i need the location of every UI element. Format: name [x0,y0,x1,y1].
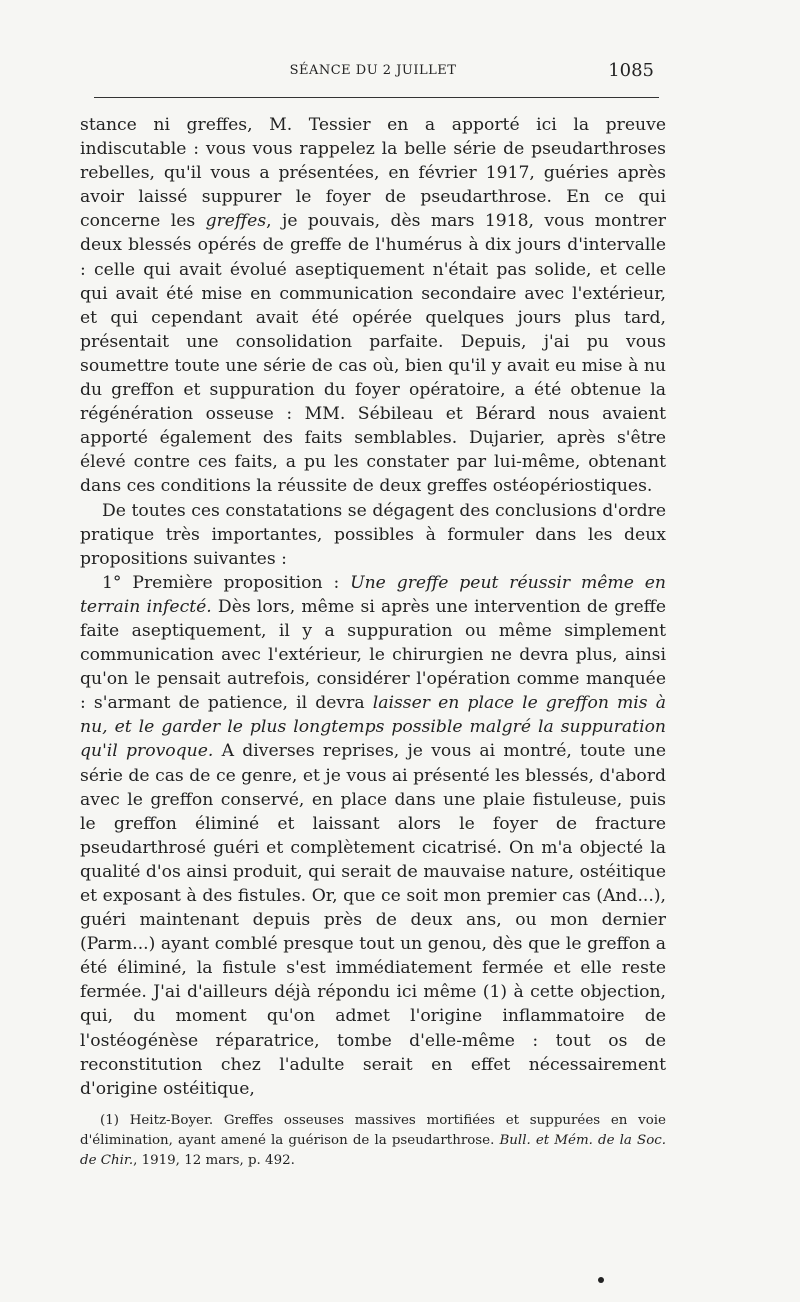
running-head: SÉANCE DU 2 JUILLET [289,63,457,78]
paragraph-3-text-b: Dès lors, même si après une intervention de greffe faite aseptiquement, il y a suppuration ou même simplement communication avec l'extérieur, le chirurgien ne devra plus, ainsi qu'on le pensait autrefois, considérer l'opération comme manquée : s'armant de patience, il devra [80,596,666,714]
paragraph-2: De toutes ces constatations se dégagent des conclusions d'ordre pratique très importantes, possibles à formuler dans les deux propositions suivantes : [80,500,666,569]
paragraph-3-text-c: A diverses reprises, je vous ai montré, toute une série de cas de ce genre, et je vous ai présenté les blessés, d'abord avec le greffon conservé, en place dans une plaie fistuleuse, puis le greffon éliminé et laissant alors le foyer de fracture pseudarthrosé guéri et complètement cicatrisé. On m'a objecté la qualité d'os ainsi produit, qui serait de mauvaise nature, ostéitique et exposant à des fistules. Or, que ce soit mon premier cas (And...), guéri maintenant depuis près de deux ans, ou mon dernier (Parm...) ayant comblé presque tout un genou, dès que le greffon a été éliminé, la fistule s'est immédiatement fermée et elle reste fermée. J'ai d'ailleurs déjà répondu ici même (1) à cette objection, qui, du moment qu'on admet l'origine inflammatoire de l'ostéogénèse réparatrice, tombe d'elle-même : tout os de reconstitution chez l'adulte serait en effet nécessairement d'origine ostéitique, [80,741,666,1099]
footnote-1-text-b: , 1919, 12 mars, p. 492. [133,1153,295,1168]
footnote-1 [80,1111,666,1171]
paragraph-3-italic-1: Une greffe peut réussir même en terrain infecté. [80,572,666,617]
main-text [80,113,666,1101]
paragraph-3 [80,571,666,1101]
header-rule [94,97,659,98]
paragraph-1 [80,113,666,499]
paragraph-1-italic: greffes [205,211,267,232]
paragraph-1-text-a: stance ni greffes, M. Tessier en a apporté ici la preuve indiscutable : vous vous rappelez la belle série de pseudarthroses rebelles, qu'il vous a présentées, en février 1917, guéries après avoir laissé suppurer le foyer de pseudarthrose. En ce qui concerne les [80,115,666,232]
page-number: 1085 [608,60,654,81]
paragraph-3-text-a: 1° Première proposition : [102,572,351,593]
footnote-1-text-a: (1) Heitz-Boyer. Greffes osseuses massives mortifiées et suppurées en voie d'élimination, ayant amené la guérison de la pseudarthrose. [80,1113,666,1148]
paragraph-1-text-b: , je pouvais, dès mars 1918, vous montrer deux blessés opérés de greffe de l'humérus à dix jours d'intervalle : celle qui avait évolué aseptiquement n'était pas solide, et celle qui avait été mise en communication secondaire avec l'extérieur, et qui cependant avait été opérée quelques jours plus tard, présentait une consolidation parfaite. Depuis, j'ai pu vous soumettre toute une série de cas où, bien qu'il y avait eu mise à nu du greffon et suppuration du foyer opératoire, a été obtenue la régénération osseuse : MM. Sébileau et Bérard nous avaient apporté également des faits semblables. Dujarier, après s'être élevé contre ces faits, a pu les constater par lui-même, obtenant dans ces conditions la réussite de deux greffes ostéopériostiques. [80,211,666,497]
paragraph-3-italic-2: laisser en place le greffon mis à nu, et le garder le plus longtemps possible malgré la suppuration qu'il provoque. [80,693,666,762]
footnotes [80,1111,666,1171]
footnote-1-italic: Bull. et Mém. de la Soc. de Chir. [80,1133,667,1168]
page-header [82,60,654,90]
ink-speck [598,1277,604,1283]
